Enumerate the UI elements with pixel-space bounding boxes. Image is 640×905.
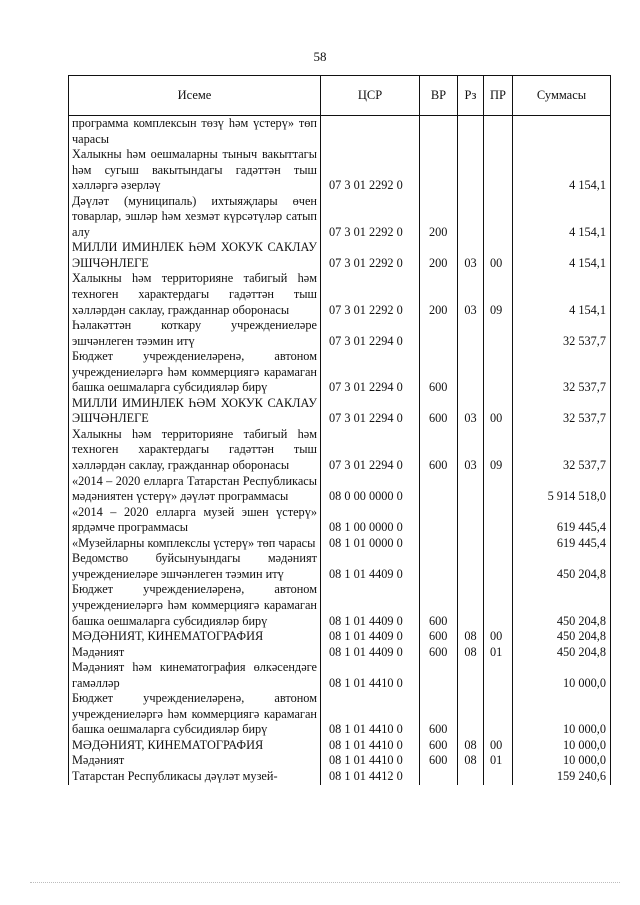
cell-vr [420,474,458,505]
cell-vr: 600 [420,427,458,474]
table-row [69,660,611,691]
cell-sum: 159 240,6 [513,769,611,785]
cell-pr [484,582,513,629]
cell-sum: 619 445,4 [513,536,611,552]
cell-name: Мәдәният [69,645,321,661]
cell-name: Бюджет учреждениеләренә, автоном учреждениеләргә һәм коммерциягә карамаган башка оешмаларга субсидияләр бирү [69,582,321,629]
column-header-name: Исеме [69,76,321,116]
cell-pr: 00 [484,738,513,754]
column-header-csr: ЦСР [321,76,420,116]
cell-vr [420,318,458,349]
cell-pr [484,474,513,505]
cell-vr [420,147,458,194]
column-header-vr: ВР [420,76,458,116]
cell-sum: 32 537,7 [513,318,611,349]
cell-pr [484,769,513,785]
cell-sum: 450 204,8 [513,582,611,629]
cell-name: Халыкны һәм территорияне табигый һәм техноген характердагы гадәттән тыш хәлләрдән саклау, гражданнар оборонасы [69,427,321,474]
table-row [69,769,611,785]
cell-sum: 32 537,7 [513,396,611,427]
cell-sum: 10 000,0 [513,738,611,754]
cell-vr: 600 [420,629,458,645]
table-row [69,536,611,552]
cell-name: Ведомство буйсынуындагы мәдәният учреждениеләре эшчәнлеген тәэмин итү [69,551,321,582]
cell-rz [458,551,484,582]
cell-name: Һәлакәттән коткару учреждениеләре эшчәнлеген тәэмин итү [69,318,321,349]
cell-rz [458,769,484,785]
cell-csr: 07 3 01 2292 0 [321,240,420,271]
cell-rz: 08 [458,738,484,754]
cell-csr: 07 3 01 2292 0 [321,194,420,241]
cell-pr: 01 [484,645,513,661]
cell-pr: 00 [484,396,513,427]
cell-pr [484,691,513,738]
cell-pr: 00 [484,629,513,645]
table-row [69,474,611,505]
column-header-pr: ПР [484,76,513,116]
cell-name: МӘДӘНИЯТ, КИНЕМАТОГРАФИЯ [69,738,321,754]
table-row [69,147,611,194]
cell-pr: 00 [484,240,513,271]
cell-name: Бюджет учреждениеләренә, автоном учреждениеләргә һәм коммерциягә карамаган башка оешмаларга субсидияләр бирү [69,691,321,738]
cell-name: программа комплексын төзү һәм үстерү» төп чарасы [69,116,321,148]
table-row [69,691,611,738]
cell-csr: 07 3 01 2294 0 [321,349,420,396]
cell-pr [484,318,513,349]
cell-pr [484,194,513,241]
budget-table [68,75,611,785]
cell-csr: 07 3 01 2294 0 [321,427,420,474]
cell-sum: 4 154,1 [513,271,611,318]
cell-vr: 600 [420,349,458,396]
cell-rz [458,474,484,505]
cell-name: Мәдәният [69,753,321,769]
table-row [69,240,611,271]
cell-csr: 08 1 01 4409 0 [321,645,420,661]
cell-vr: 600 [420,645,458,661]
table-row [69,349,611,396]
cell-pr: 09 [484,427,513,474]
cell-pr [484,660,513,691]
cell-sum: 450 204,8 [513,645,611,661]
cell-rz [458,505,484,536]
cell-csr: 08 1 00 0000 0 [321,505,420,536]
table-row [69,753,611,769]
cell-csr: 07 3 01 2292 0 [321,147,420,194]
cell-rz [458,147,484,194]
cell-vr: 200 [420,194,458,241]
table-row [69,318,611,349]
cell-vr: 600 [420,753,458,769]
cell-rz: 03 [458,396,484,427]
cell-vr: 200 [420,240,458,271]
page-number: 58 [313,49,327,64]
cell-rz [458,349,484,396]
scan-noise-line [30,882,620,883]
cell-csr: 08 1 01 4409 0 [321,582,420,629]
cell-name: Бюджет учреждениеләренә, автоном учреждениеләргә һәм коммерциягә карамаган башка оешмаларга субсидияләр бирү [69,349,321,396]
cell-rz: 08 [458,753,484,769]
cell-name: «2014 – 2020 елларга музей эшен үстерү» ярдәмче программасы [69,505,321,536]
cell-sum: 10 000,0 [513,753,611,769]
cell-name: МӘДӘНИЯТ, КИНЕМАТОГРАФИЯ [69,629,321,645]
cell-pr [484,349,513,396]
table-row [69,645,611,661]
cell-sum: 32 537,7 [513,349,611,396]
cell-csr: 08 1 01 4410 0 [321,738,420,754]
table-row [69,396,611,427]
table-row [69,551,611,582]
cell-vr: 600 [420,582,458,629]
cell-vr [420,116,458,148]
cell-csr [321,116,420,148]
cell-pr [484,551,513,582]
cell-name: Мәдәният һәм кинематография өлкәсендәге гамәлләр [69,660,321,691]
cell-name: МИЛЛИ ИМИНЛЕК ҺӘМ ХОКУК САКЛАУ ЭШЧӘНЛЕГЕ [69,396,321,427]
cell-pr [484,147,513,194]
table-row [69,116,611,148]
cell-csr: 08 0 00 0000 0 [321,474,420,505]
cell-name: «Музейларны комплекслы үстерү» төп чарасы [69,536,321,552]
cell-pr: 01 [484,753,513,769]
cell-pr [484,505,513,536]
cell-sum: 4 154,1 [513,240,611,271]
cell-vr: 200 [420,271,458,318]
cell-csr: 07 3 01 2294 0 [321,396,420,427]
cell-rz: 03 [458,240,484,271]
cell-sum: 450 204,8 [513,551,611,582]
cell-csr: 07 3 01 2294 0 [321,318,420,349]
cell-csr: 08 1 01 4409 0 [321,551,420,582]
cell-sum: 619 445,4 [513,505,611,536]
cell-csr: 08 1 01 4410 0 [321,660,420,691]
cell-name: Халыкны һәм оешмаларны тыныч вакыттагы һәм сугыш вакытындагы гадәттән тыш хәлләргә әзерләү [69,147,321,194]
cell-name: Халыкны һәм территорияне табигый һәм техноген характердагы гадәттән тыш хәлләрдән саклау, гражданнар оборонасы [69,271,321,318]
cell-rz [458,318,484,349]
cell-sum: 5 914 518,0 [513,474,611,505]
cell-sum: 10 000,0 [513,691,611,738]
cell-rz [458,691,484,738]
table-row [69,427,611,474]
cell-vr: 600 [420,691,458,738]
cell-sum: 450 204,8 [513,629,611,645]
cell-rz: 03 [458,427,484,474]
column-header-sum: Суммасы [513,76,611,116]
cell-name: «2014 – 2020 елларга Татарстан Республикасы мәдәниятен үстерү» дәүләт программасы [69,474,321,505]
cell-rz [458,660,484,691]
cell-csr: 08 1 01 4410 0 [321,691,420,738]
cell-sum: 32 537,7 [513,427,611,474]
cell-sum: 10 000,0 [513,660,611,691]
cell-csr: 08 1 01 4409 0 [321,629,420,645]
cell-sum: 4 154,1 [513,194,611,241]
cell-rz [458,536,484,552]
cell-vr [420,660,458,691]
cell-sum: 4 154,1 [513,147,611,194]
table-header-row [69,76,611,116]
table-row [69,738,611,754]
cell-rz [458,194,484,241]
table-row [69,271,611,318]
cell-rz: 08 [458,629,484,645]
cell-rz [458,116,484,148]
cell-csr: 07 3 01 2292 0 [321,271,420,318]
cell-rz: 03 [458,271,484,318]
cell-rz: 08 [458,645,484,661]
table-row [69,505,611,536]
cell-pr [484,116,513,148]
cell-csr: 08 1 01 4410 0 [321,753,420,769]
table-row [69,194,611,241]
cell-pr [484,536,513,552]
cell-vr [420,505,458,536]
cell-name: Татарстан Республикасы дәүләт музей- [69,769,321,785]
cell-name: Дәүләт (муниципаль) ихтыяҗлары өчен товарлар, эшләр һәм хезмәт күрсәтүләр сатып алу [69,194,321,241]
cell-vr [420,769,458,785]
cell-sum [513,116,611,148]
column-header-rz: Рз [458,76,484,116]
table-row [69,582,611,629]
cell-vr: 600 [420,738,458,754]
cell-vr: 600 [420,396,458,427]
cell-name: МИЛЛИ ИМИНЛЕК ҺӘМ ХОКУК САКЛАУ ЭШЧӘНЛЕГЕ [69,240,321,271]
cell-csr: 08 1 01 4412 0 [321,769,420,785]
cell-vr [420,536,458,552]
table-row [69,629,611,645]
cell-csr: 08 1 01 0000 0 [321,536,420,552]
cell-pr: 09 [484,271,513,318]
cell-vr [420,551,458,582]
cell-rz [458,582,484,629]
